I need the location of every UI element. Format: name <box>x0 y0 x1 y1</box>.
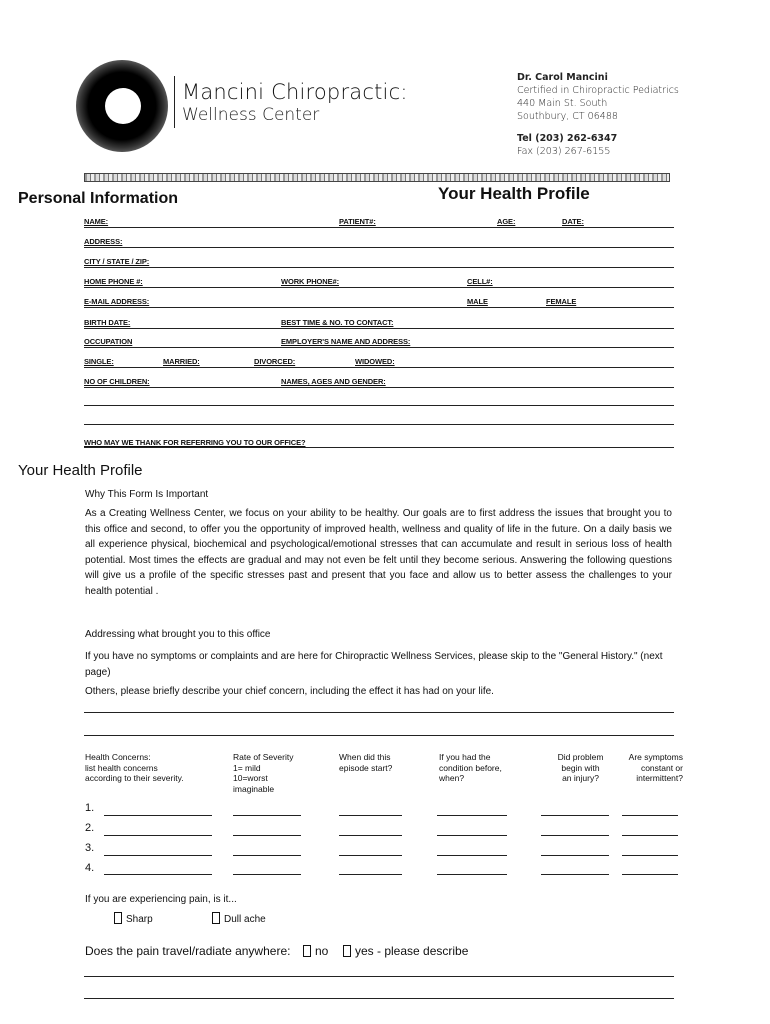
logo-divider <box>174 76 175 128</box>
label-female[interactable]: FEMALE <box>546 297 577 306</box>
label-employer: EMPLOYER'S NAME AND ADDRESS: <box>281 337 411 346</box>
row-number-4: 4. <box>85 862 95 874</box>
label-male[interactable]: MALE <box>467 297 488 306</box>
table-cell[interactable] <box>622 835 678 836</box>
section-health-profile: Your Health Profile <box>18 462 143 479</box>
label-divorced[interactable]: DIVORCED: <box>254 357 296 366</box>
row-number-2: 2. <box>85 822 95 834</box>
fax: Fax (203) 267-6155 <box>517 146 611 157</box>
table-cell[interactable] <box>541 815 609 816</box>
practice-name: Mancini Chiropractic: <box>182 80 408 104</box>
label-best-time: BEST TIME & NO. TO CONTACT: <box>281 318 394 327</box>
table-cell[interactable] <box>233 874 301 875</box>
col-constant: Are symptoms constant or intermittent? <box>628 752 683 783</box>
field-line-concern-1[interactable] <box>84 712 674 713</box>
doctor-name: Dr. Carol Mancini <box>517 72 608 83</box>
label-widowed[interactable]: WIDOWED: <box>355 357 395 366</box>
label-names-ages: NAMES, AGES AND GENDER: <box>281 377 386 386</box>
table-cell[interactable] <box>622 815 678 816</box>
label-name: NAME: <box>84 217 109 226</box>
checkbox-no[interactable] <box>303 945 311 957</box>
pain-question: If you are experiencing pain, is it... <box>85 894 237 905</box>
contact-block <box>517 71 679 158</box>
label-birth-date: BIRTH DATE: <box>84 318 131 327</box>
field-line-phones[interactable] <box>84 287 674 288</box>
col-episode-start: When did this episode start? <box>339 752 393 773</box>
label-address: ADDRESS: <box>84 237 123 246</box>
label-single[interactable]: SINGLE: <box>84 357 114 366</box>
telephone: Tel (203) 262-6347 <box>517 133 618 144</box>
option-no[interactable] <box>303 944 328 958</box>
field-line-occupation[interactable] <box>84 347 674 348</box>
field-line-marital[interactable] <box>84 367 674 368</box>
table-cell[interactable] <box>339 855 402 856</box>
table-cell[interactable] <box>233 855 301 856</box>
table-cell[interactable] <box>437 874 507 875</box>
option-dull-ache[interactable] <box>212 912 266 925</box>
table-cell[interactable] <box>541 835 609 836</box>
col-health-concerns: Health Concerns: list health concerns according to their severity. <box>85 752 184 783</box>
field-line-children[interactable] <box>84 387 674 388</box>
field-line-birth[interactable] <box>84 328 674 329</box>
option-yes[interactable] <box>343 944 468 958</box>
field-line-children-3[interactable] <box>84 424 674 425</box>
table-cell[interactable] <box>437 835 507 836</box>
label-work-phone: WORK PHONE#: <box>281 277 339 286</box>
checkbox-sharp[interactable] <box>114 912 122 924</box>
table-cell[interactable] <box>233 835 301 836</box>
table-cell[interactable] <box>104 874 212 875</box>
table-cell[interactable] <box>104 855 212 856</box>
checkbox-dull-ache[interactable] <box>212 912 220 924</box>
col-condition-before: If you had the condition before, when? <box>439 752 502 783</box>
practice-brand <box>182 80 408 125</box>
label-married[interactable]: MARRIED: <box>163 357 200 366</box>
table-cell[interactable] <box>339 835 402 836</box>
table-cell[interactable] <box>541 855 609 856</box>
address-line-2: Southbury, CT 06488 <box>517 111 618 122</box>
table-cell[interactable] <box>104 815 212 816</box>
field-line-describe-2[interactable] <box>84 998 674 999</box>
table-cell[interactable] <box>233 815 301 816</box>
why-body: As a Creating Wellness Center, we focus on your ability to be healthy. Our goals are to first address the issues that brought you to this office and second, to offer you the opportunity of improved health, wellness and quality of life in the future. On a daily basis we all experience physical, biochemical and psychological/emotional stresses that can accumulate and result in serious loss of health potential. Most times the effects are gradual and may not even be felt until they become serious. Answering the following questions will give us a profile of the specific stresses past and present that you face and allow us to better assess the challenges to your health potential . <box>85 508 672 597</box>
radiate-question: Does the pain travel/radiate anywhere: <box>85 944 291 958</box>
label-age: AGE: <box>497 217 516 226</box>
field-line-name-row[interactable] <box>84 227 674 228</box>
table-cell[interactable] <box>437 855 507 856</box>
label-referral: WHO MAY WE THANK FOR REFERRING YOU TO OUR OFFICE? <box>84 438 306 447</box>
certification: Certified in Chiropractic Pediatrics <box>517 85 679 96</box>
field-line-city[interactable] <box>84 267 674 268</box>
label-home-phone: HOME PHONE #: <box>84 277 143 286</box>
field-line-describe-1[interactable] <box>84 976 674 977</box>
why-title: Why This Form Is Important <box>85 489 209 500</box>
table-cell[interactable] <box>541 874 609 875</box>
table-cell[interactable] <box>622 874 678 875</box>
no-symptoms-note: If you have no symptoms or complaints and are here for Chiropractic Wellness Services, please skip to the "General History." (next page) <box>85 651 663 678</box>
option-sharp-label: Sharp <box>126 914 153 925</box>
option-sharp[interactable] <box>114 912 153 925</box>
address-line-1: 440 Main St. South <box>517 98 608 109</box>
option-yes-label: yes - please describe <box>355 944 469 958</box>
table-cell[interactable] <box>339 815 402 816</box>
addressing-title: Addressing what brought you to this office <box>85 629 271 640</box>
label-cell: CELL#: <box>467 277 493 286</box>
table-cell[interactable] <box>622 855 678 856</box>
label-date: DATE: <box>562 217 584 226</box>
section-health-profile-top: Your Health Profile <box>438 184 590 203</box>
practice-subtitle: Wellness Center <box>182 105 320 125</box>
practice-logo <box>76 60 168 152</box>
option-dull-label: Dull ache <box>224 914 266 925</box>
col-rate-severity: Rate of Severity 1= mild 10=worst imaginable <box>233 752 294 794</box>
col-injury: Did problem begin with an injury? <box>557 752 604 783</box>
row-number-1: 1. <box>85 802 95 814</box>
field-line-children-2[interactable] <box>84 405 674 406</box>
label-patient-number: PATIENT#: <box>339 217 376 226</box>
table-cell[interactable] <box>104 835 212 836</box>
label-children: NO OF CHILDREN: <box>84 377 150 386</box>
row-number-3: 3. <box>85 842 95 854</box>
header-banner <box>84 173 670 182</box>
field-line-concern-2[interactable] <box>84 735 674 736</box>
label-city-state-zip: CITY / STATE / ZIP: <box>84 257 150 266</box>
table-cell[interactable] <box>437 815 507 816</box>
section-personal-information: Personal Information <box>18 190 179 207</box>
field-line-referral[interactable] <box>84 447 674 448</box>
field-line-email[interactable] <box>84 307 674 308</box>
table-cell[interactable] <box>339 874 402 875</box>
label-occupation: OCCUPATION <box>84 337 133 346</box>
label-email: E-MAIL ADDRESS: <box>84 297 150 306</box>
field-line-address[interactable] <box>84 247 674 248</box>
others-instruction: Others, please briefly describe your chief concern, including the effect it has had on your life. <box>85 686 494 697</box>
option-no-label: no <box>315 944 329 958</box>
checkbox-yes[interactable] <box>343 945 351 957</box>
